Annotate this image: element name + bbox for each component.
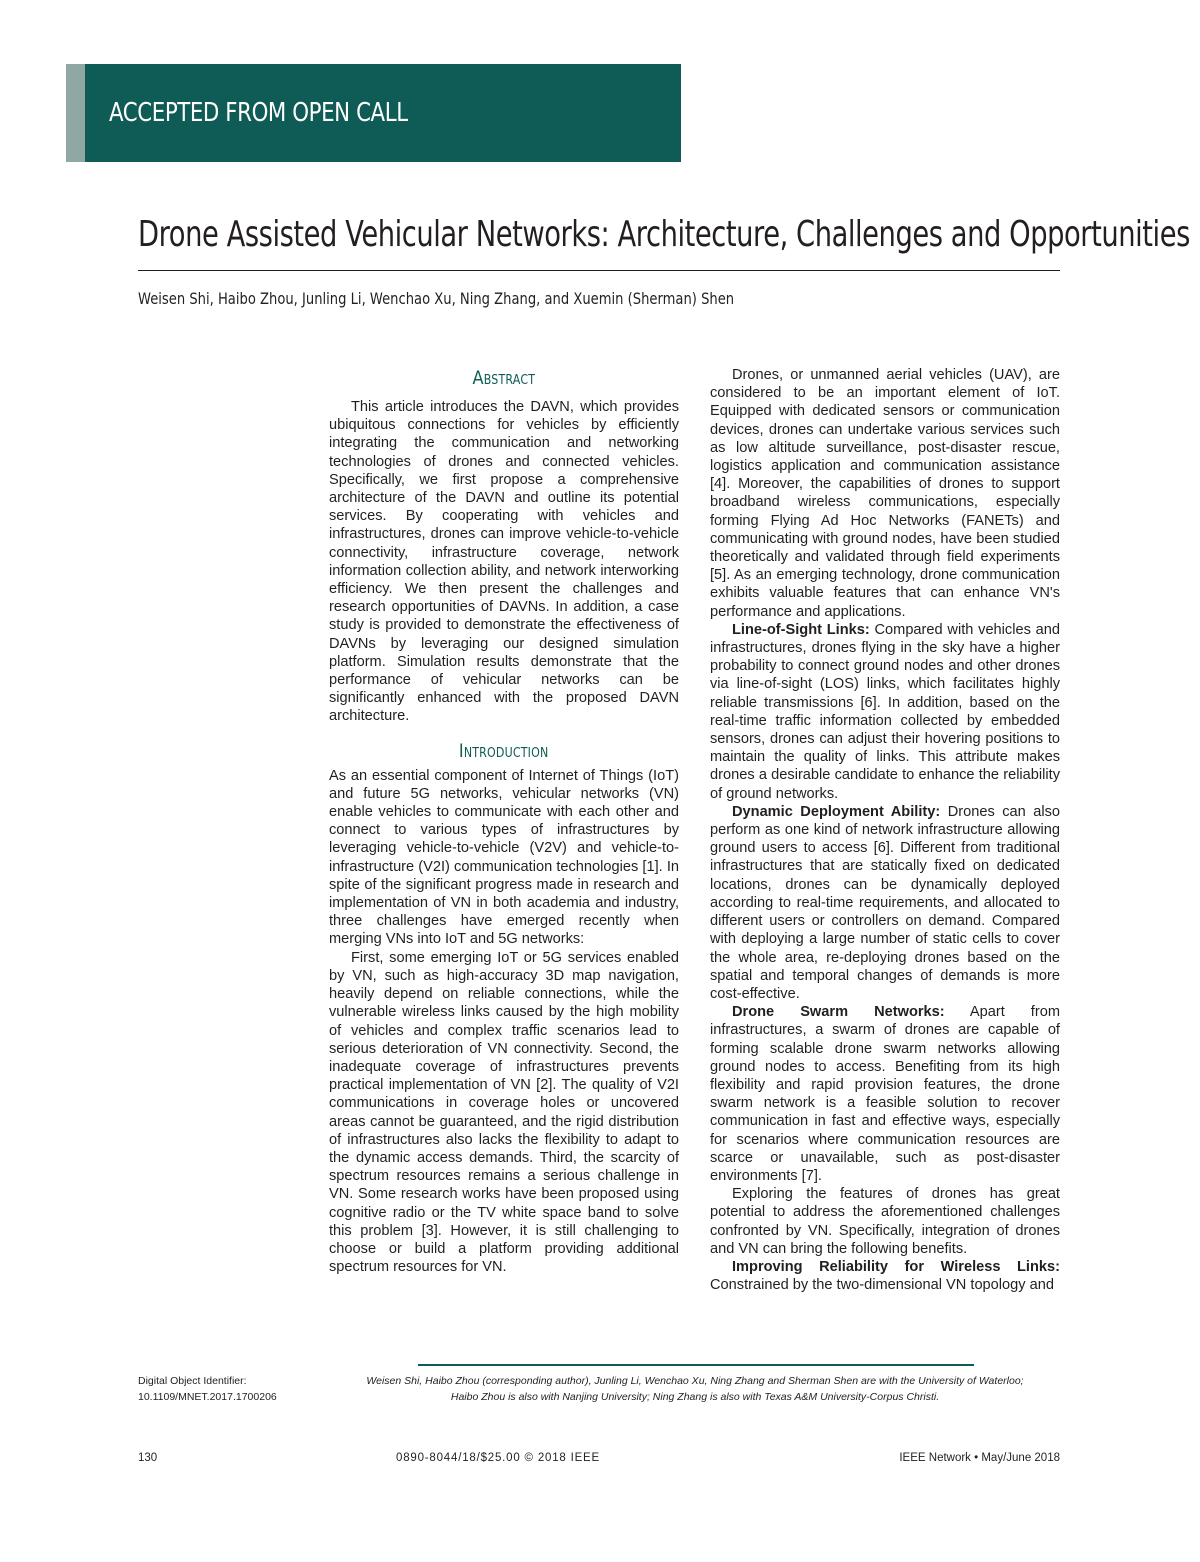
paper-title: Drone Assisted Vehicular Networks: Architecture, Challenges and Opportunities <box>138 214 1190 255</box>
affiliation-line-2: Haibo Zhou is also with Nanjing University; Ning Zhang is also with Texas A&M University-Corpus Christi. <box>450 1391 940 1403</box>
los-text: Compared with vehicles and infrastructures, drones flying in the sky have a higher probability to connect ground nodes and other drones via line-of-sight (LOS) links, which facilitates highly reliable transmissions [6]. In addition, based on the real-time traffic information collected by embedded sensors, drones can adjust their hovering positions to maintain the quality of links. This attribute makes drones a desirable candidate to enhance the reliability of ground networks. <box>710 621 1060 802</box>
reliability-text: Constrained by the two-dimensional VN topology and <box>710 1277 1054 1294</box>
abstract-heading: Abstract <box>472 367 536 389</box>
los-lead: Line-of-Sight Links: <box>732 621 870 638</box>
copyright-notice: 0890-8044/18/$25.00 © 2018 IEEE <box>396 1452 600 1464</box>
intro-paragraph-1: As an essential component of Internet of Things (IoT) and future 5G networks, vehicular networks (VN) enable vehicles to communicate with each other and connect to various types of infrastructures by leveraging vehicle-to-vehicle (V2V) and vehicle-to-infrastructure (V2I) communication technologies [1]. In spite of the significant progress made in research and implementation of VN in both academia and industry, three challenges have emerged recently when merging VNs into IoT and 5G networks: <box>329 767 679 948</box>
intro-paragraph-2: First, some emerging IoT or 5G services enabled by VN, such as high-accuracy 3D map navigation, heavily depend on reliable connections, while the vulnerable wireless links caused by the high mobility of vehicles and complex traffic scenarios lead to serious deterioration of VN connectivity. Second, the inadequate coverage of infrastructures prevents practical implementation of VN [2]. The quality of V2I communications in coverage holes or uncovered areas cannot be guaranteed, and the rigid distribution of infrastructures also lacks the flexibility to adapt to the dynamic access demands. Third, the scarcity of spectrum resources remains a serious challenge in VN. Some research works have been proposed using cognitive radio or the TV white space band to solve this problem [3]. However, it is still challenging to choose or build a platform providing additional spectrum resources for VN. <box>329 949 679 1276</box>
doi-value: 10.1109/MNET.2017.1700206 <box>138 1391 277 1403</box>
deployment-lead: Dynamic Deployment Ability: <box>732 803 941 820</box>
los-paragraph <box>710 621 1060 803</box>
abstract-text: This article introduces the DAVN, which provides ubiquitous connections for vehicles by efficiently integrating the communication and networking technologies of drones and connected vehicles. Specifically, we first propose a comprehensive architecture of the DAVN and outline its potential services. By cooperating with vehicles and infrastructures, drones can improve vehicle-to-vehicle connectivity, infrastructure coverage, network information collection ability, and network interworking efficiency. We then present the challenges and research opportunities of DAVNs. In addition, a case study is provided to demonstrate the effectiveness of DAVNs by leveraging our designed simulation platform. Simulation results demonstrate that the performance of vehicular networks can be significantly enhanced with the proposed DAVN architecture. <box>329 399 679 725</box>
swarm-lead: Drone Swarm Networks: <box>732 1004 945 1021</box>
introduction-heading: Introduction <box>459 739 549 762</box>
deployment-paragraph <box>710 803 1060 1003</box>
swarm-paragraph <box>710 1003 1060 1185</box>
footnote-divider <box>418 1364 974 1366</box>
swarm-text: Apart from infrastructures, a swarm of drones are capable of forming scalable drone swarm networks allowing ground nodes to access. Benefiting from its high flexibility and rapid provision features, the drone swarm network is a feasible solution to recover communication in fast and effective ways, especially for scenarios where communication resources are scarce or unavailable, such as post-disaster environments [7]. <box>710 1004 1060 1184</box>
page-number: 130 <box>138 1452 158 1464</box>
doi-label: Digital Object Identifier: <box>138 1375 247 1387</box>
author-list: Weisen Shi, Haibo Zhou, Junling Li, Wenchao Xu, Ning Zhang, and Xuemin (Sherman) Shen <box>138 289 735 308</box>
reliability-paragraph <box>710 1258 1060 1294</box>
drones-paragraph: Drones, or unmanned aerial vehicles (UAV), are considered to be an important element of IoT. Equipped with dedicated sensors or communication devices, drones can undertake various services such as low altitude surveillance, post-disaster rescue, logistics application and communication assistance [4]. Moreover, the capabilities of drones to support broadband wireless communications, especially forming Flying Ad Hoc Networks (FANETs) and communicating with ground nodes, have been studied theoretically and validated through field experiments [5]. As an emerging technology, drone communication exhibits valuable features that can enhance VN's performance and applications. <box>710 367 1060 620</box>
banner-label: ACCEPTED FROM OPEN CALL <box>109 98 408 128</box>
affiliation-footnote <box>330 1373 1060 1405</box>
title-divider <box>138 270 1060 271</box>
right-column <box>710 366 1060 1294</box>
affiliation-line-1: Weisen Shi, Haibo Zhou (corresponding author), Junling Li, Wenchao Xu, Ning Zhang and Sherman Shen are with the University of Waterloo; <box>366 1375 1024 1387</box>
reliability-lead: Improving Reliability for Wireless Links: <box>732 1258 1060 1275</box>
banner-accent-stripe <box>66 64 85 162</box>
deployment-text: Drones can also perform as one kind of network infrastructure allowing ground users to access [6]. Different from traditional infrastructures that are statically fixed on dedicated locations, drones can be dynamically deployed according to real-time requirements, and allocated to different users or controllers on demand. Compared with deploying a large number of static cells to cover the whole area, re-deploying drones based on the spatial and temporal changes of demands is more cost-effective. <box>710 803 1060 1002</box>
header-banner <box>66 64 681 162</box>
left-column <box>329 366 679 1276</box>
exploring-paragraph: Exploring the features of drones has great potential to address the aforementioned challenges confronted by VN. Specifically, integration of drones and VN can bring the following benefits. <box>710 1186 1060 1257</box>
journal-issue: IEEE Network • May/June 2018 <box>899 1452 1060 1464</box>
